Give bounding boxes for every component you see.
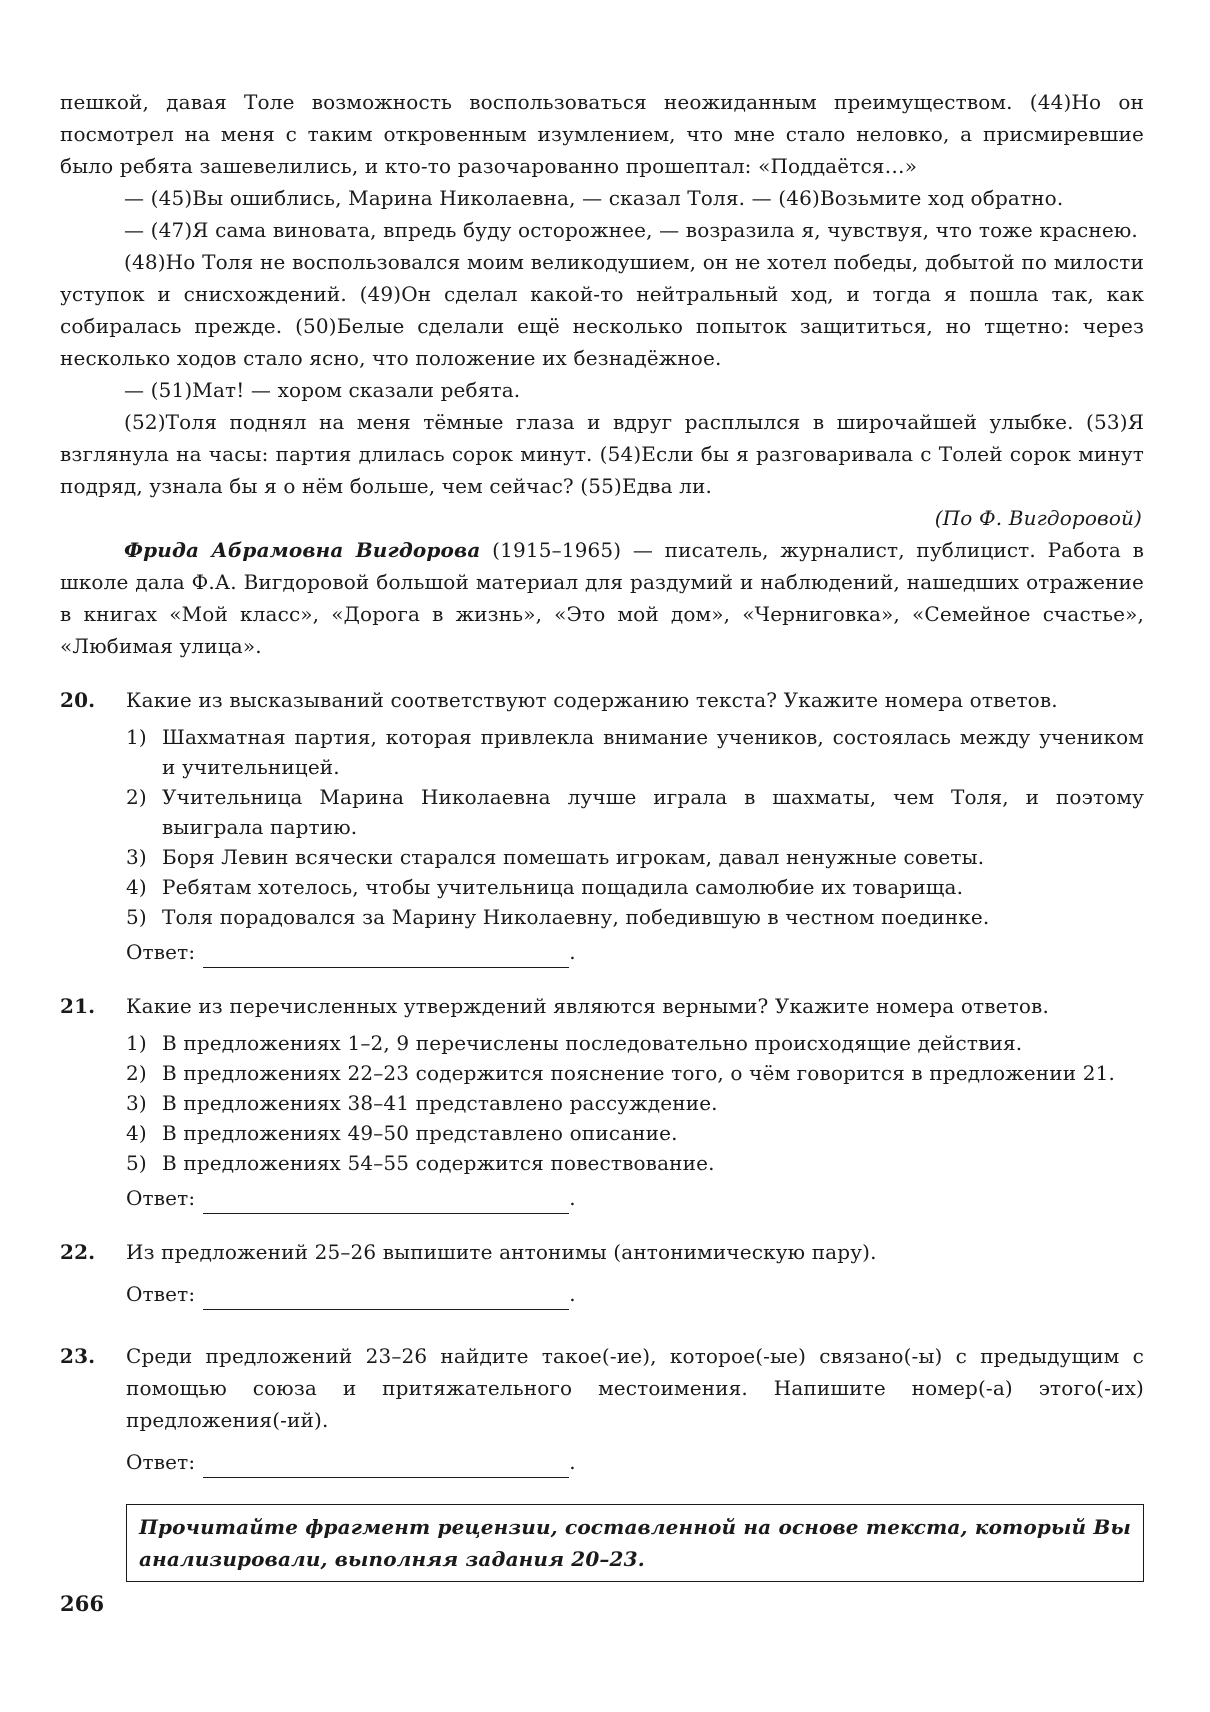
story-paragraph: — (45)Вы ошиблись, Марина Николаевна, — сказал Толя. — (46)Возьмите ход обратно. <box>124 186 1064 210</box>
task-question: Какие из перечисленных утверждений являются верными? Укажите номера ответов. <box>126 994 1049 1018</box>
option-text: Шахматная партия, которая привлекла внимание учеников, состоялась между учеником и учительницей. <box>162 725 1144 779</box>
task-number: 22. <box>60 1240 96 1264</box>
option-text: В предложениях 49–50 представлено описание. <box>162 1121 678 1145</box>
option-item <box>126 842 1144 872</box>
task-question: Какие из высказываний соответствуют содержанию текста? Укажите номера ответов. <box>126 688 1058 712</box>
task-20 <box>60 684 1144 716</box>
task-number: 20. <box>60 688 96 712</box>
answer-label: Ответ: <box>126 1282 196 1306</box>
task-22 <box>60 1236 1144 1268</box>
answer-label: Ответ: <box>126 1186 196 1210</box>
option-text: Боря Левин всячески старался помешать игрокам, давал ненужные советы. <box>162 845 985 869</box>
answer-row <box>126 1182 1144 1214</box>
answer-row <box>126 936 1144 968</box>
task-20-options <box>126 722 1144 932</box>
story-paragraph: (52)Толя поднял на меня тёмные глаза и вдруг расплылся в широчайшей улыбке. (53)Я взглянула на часы: партия длилась сорок минут. (54)Если бы я разговаривала с Толей сорок минут подряд, узнала бы я о нём больше, чем сейчас? (55)Едва ли. <box>60 410 1144 498</box>
option-text: В предложениях 22–23 содержится пояснение того, о чём говорится в предложении 21. <box>162 1061 1115 1085</box>
option-number: 5) <box>126 905 147 929</box>
option-number: 4) <box>126 1121 147 1145</box>
option-number: 4) <box>126 875 147 899</box>
option-number: 2) <box>126 1061 147 1085</box>
answer-field[interactable] <box>203 1191 569 1214</box>
option-text: В предложениях 38–41 представлено рассуждение. <box>162 1091 718 1115</box>
answer-field[interactable] <box>203 1455 569 1478</box>
page-number: 266 <box>60 1591 105 1616</box>
task-number: 23. <box>60 1344 96 1368</box>
option-item <box>126 1028 1144 1058</box>
option-item <box>126 1118 1144 1148</box>
task-21-options <box>126 1028 1144 1178</box>
instruction-box: Прочитайте фрагмент рецензии, составленной на основе текста, который Вы анализировали, выполняя задания 20–23. <box>126 1504 1144 1582</box>
option-text: Ребятам хотелось, чтобы учительница пощадила самолюбие их товарища. <box>162 875 964 899</box>
option-number: 1) <box>126 1031 147 1055</box>
option-number: 3) <box>126 845 147 869</box>
option-item <box>126 1148 1144 1178</box>
option-number: 5) <box>126 1151 147 1175</box>
option-item <box>126 1058 1144 1088</box>
answer-row <box>126 1446 1144 1478</box>
option-item <box>126 872 1144 902</box>
answer-field[interactable] <box>203 1287 569 1310</box>
option-number: 1) <box>126 725 147 749</box>
answer-period: . <box>569 1450 576 1474</box>
task-number: 21. <box>60 994 96 1018</box>
answer-field[interactable] <box>203 945 569 968</box>
answer-label: Ответ: <box>126 1450 196 1474</box>
option-item <box>126 782 1144 842</box>
author-bio <box>60 534 1144 662</box>
option-number: 2) <box>126 785 147 809</box>
author-bio-text: (1915–1965) — писатель, журналист, публицист. Работа в школе дала Ф.А. Вигдоровой большой материал для раздумий и наблюдений, нашедших отражение в книгах «Мой класс», «Дорога в жизнь», «Это мой дом», «Черниговка», «Семейное счастье», «Любимая улица». <box>60 538 1145 658</box>
task-question: Из предложений 25–26 выпишите антонимы (антонимическую пару). <box>126 1240 877 1264</box>
source-attribution: (По Ф. Вигдоровой) <box>934 506 1142 530</box>
task-23 <box>60 1340 1144 1436</box>
author-name: Фрида Абрамовна Вигдорова <box>124 538 481 562</box>
option-text: Толя порадовался за Марину Николаевну, победившую в честном поединке. <box>162 905 990 929</box>
option-item <box>126 902 1144 932</box>
answer-period: . <box>569 1186 576 1210</box>
option-text: Учительница Марина Николаевна лучше играла в шахматы, чем Толя, и поэтому выиграла партию. <box>162 785 1144 839</box>
story-paragraph: пешкой, давая Толе возможность воспользоваться неожиданным преимуществом. (44)Но он посмотрел на меня с таким откровенным изумлением, что мне стало неловко, а присмиревшие было ребята зашевелились, и кто-то разочарованно прошептал: «Поддаётся…» <box>60 90 1144 178</box>
task-21 <box>60 990 1144 1022</box>
option-item <box>126 1088 1144 1118</box>
task-question: Среди предложений 23–26 найдите такое(-ие), которое(-ые) связано(-ы) с предыдущим с помощью союза и притяжательного местоимения. Напишите номер(-а) этого(-их) предложения(-ий). <box>126 1344 1144 1432</box>
story-paragraph: — (47)Я сама виновата, впредь буду осторожнее, — возразила я, чувствуя, что тоже краснею. <box>124 218 1138 242</box>
option-text: В предложениях 54–55 содержится повествование. <box>162 1151 715 1175</box>
option-text: В предложениях 1–2, 9 перечислены последовательно происходящие действия. <box>162 1031 1023 1055</box>
answer-row <box>126 1278 1144 1310</box>
answer-period: . <box>569 940 576 964</box>
story-paragraph: — (51)Мат! — хором сказали ребята. <box>124 378 521 402</box>
option-number: 3) <box>126 1091 147 1115</box>
option-item <box>126 722 1144 782</box>
story-paragraph: (48)Но Толя не воспользовался моим великодушием, он не хотел победы, добытой по милости уступок и снисхождений. (49)Он сделал какой-то нейтральный ход, и тогда я пошла так, как собиралась прежде. (50)Белые сделали ещё несколько попыток защититься, но тщетно: через несколько ходов стало ясно, что положение их безнадёжное. <box>60 250 1144 370</box>
answer-label: Ответ: <box>126 940 196 964</box>
answer-period: . <box>569 1282 576 1306</box>
